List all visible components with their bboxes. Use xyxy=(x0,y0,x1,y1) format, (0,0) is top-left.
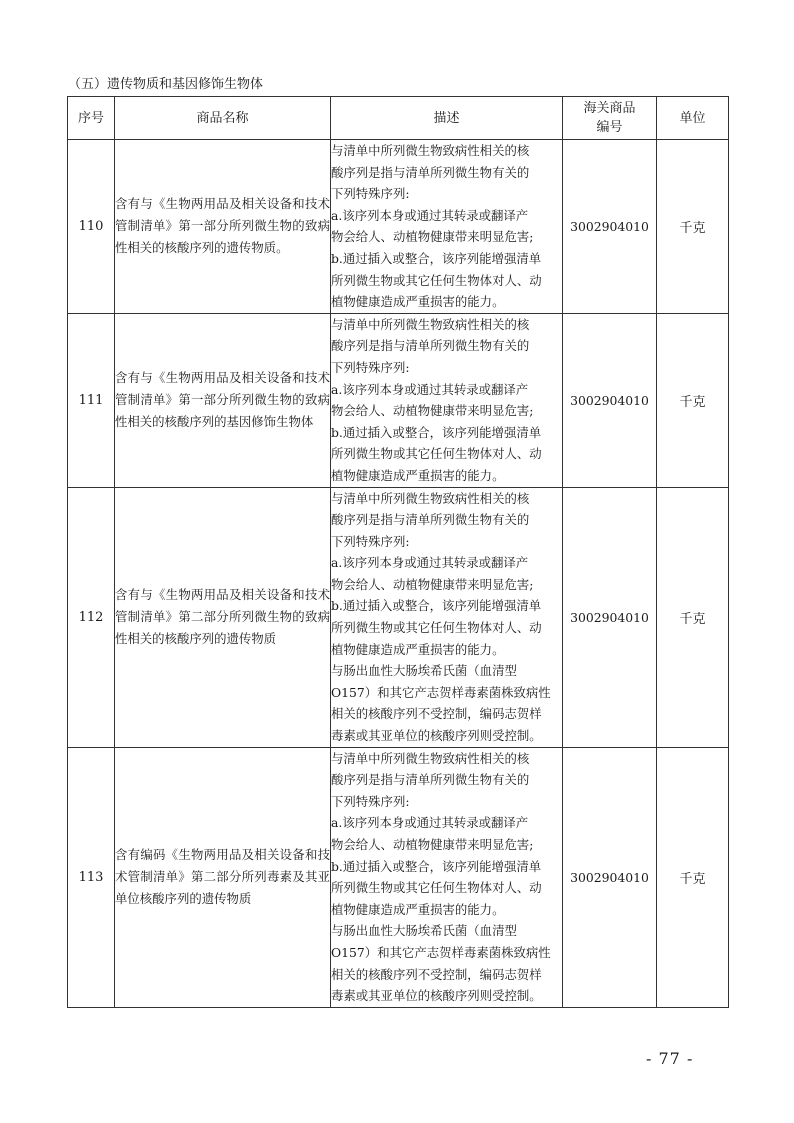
description-line: 酸序列是指与清单所列微生物有关的 xyxy=(331,338,530,354)
description-line: 所列微生物或其它任何生物体对人、动 xyxy=(331,446,542,462)
table-row xyxy=(68,140,729,314)
description-line: 物会给人、动植物健康带来明显危害; xyxy=(331,837,534,852)
description-line: b.通过插入或整合，该序列能增强清单 xyxy=(331,598,542,614)
description-line: 与肠出血性大肠埃希氏菌（血清型 xyxy=(331,663,517,679)
description-line: 毒素或其亚单位的核酸序列则受控制。 xyxy=(331,988,542,1004)
goods-name-cell: 含有与《生物两用品及相关设备和技术管制清单》第一部分所列微生物的致病性相关的核酸序列的基因修饰生物体 xyxy=(115,313,331,487)
description-line: 物会给人、动植物健康带来明显危害; xyxy=(331,576,534,592)
description-line: 与肠出血性大肠埃希氏菌（血清型 xyxy=(331,923,517,939)
description-line: 与清单中所列微生物致病性相关的核 xyxy=(331,316,530,332)
unit-cell: 千克 xyxy=(657,487,729,747)
description-line: a.该序列本身或通过其转录或翻译产 xyxy=(331,555,529,571)
description-line: 酸序列是指与清单所列微生物有关的 xyxy=(331,512,530,528)
description-line: 物会给人、动植物健康带来明显危害; xyxy=(331,229,534,245)
description-cell xyxy=(331,313,563,487)
table-row xyxy=(68,313,729,487)
description-line: 所列微生物或其它任何生物体对人、动 xyxy=(331,880,542,896)
description-line: 相关的核酸序列不受控制，编码志贺样 xyxy=(331,706,542,722)
header-goods-name: 商品名称 xyxy=(115,97,331,140)
description-line: 与清单中所列微生物致病性相关的核 xyxy=(331,143,530,158)
table-row xyxy=(68,487,729,747)
description-line: 相关的核酸序列不受控制，编码志贺样 xyxy=(331,966,542,982)
description-line: b.通过插入或整合，该序列能增强清单 xyxy=(331,424,542,440)
customs-code-cell: 3002904010 xyxy=(563,487,657,747)
description-cell xyxy=(331,487,563,747)
description-line: 下列特殊序列: xyxy=(331,793,410,809)
description-line: 植物健康造成严重损害的能力。 xyxy=(331,294,505,310)
description-line: 下列特殊序列: xyxy=(331,359,410,375)
goods-table xyxy=(67,96,729,1008)
description-line: 植物健康造成严重损害的能力。 xyxy=(331,467,505,483)
serial-number-cell: 111 xyxy=(68,313,115,487)
description-line: b.通过插入或整合，该序列能增强清单 xyxy=(331,858,542,874)
unit-cell: 千克 xyxy=(657,747,729,1007)
description-line: b.通过插入或整合，该序列能增强清单 xyxy=(331,250,542,266)
description-line: 下列特殊序列: xyxy=(331,186,410,202)
customs-code-cell: 3002904010 xyxy=(563,747,657,1007)
page-number: - 77 - xyxy=(646,1049,694,1068)
description-cell xyxy=(331,747,563,1007)
description-line: O157）和其它产志贺样毒素菌株致病性 xyxy=(331,684,551,700)
description-line: 所列微生物或其它任何生物体对人、动 xyxy=(331,620,542,636)
description-line: a.该序列本身或通过其转录或翻译产 xyxy=(331,207,529,223)
table-header-row xyxy=(68,97,729,140)
description-line: 植物健康造成严重损害的能力。 xyxy=(331,901,505,917)
serial-number-cell: 113 xyxy=(68,747,115,1007)
description-cell xyxy=(331,140,563,314)
header-customs-code xyxy=(563,97,657,140)
serial-number-cell: 110 xyxy=(68,140,115,314)
description-line: 与清单中所列微生物致病性相关的核 xyxy=(331,490,530,506)
section-title: （五）遗传物质和基因修饰生物体 xyxy=(68,77,264,92)
unit-cell: 千克 xyxy=(657,313,729,487)
header-unit: 单位 xyxy=(657,97,729,140)
description-line: 毒素或其亚单位的核酸序列则受控制。 xyxy=(331,728,542,744)
serial-number-cell: 112 xyxy=(68,487,115,747)
description-line: O157）和其它产志贺样毒素菌株致病性 xyxy=(331,944,551,960)
goods-name-cell: 含有与《生物两用品及相关设备和技术管制清单》第二部分所列微生物的致病性相关的核酸序列的遗传物质 xyxy=(115,487,331,747)
header-description: 描述 xyxy=(331,97,563,140)
customs-code-cell: 3002904010 xyxy=(563,140,657,314)
description-line: 酸序列是指与清单所列微生物有关的 xyxy=(331,772,530,788)
description-line: 酸序列是指与清单所列微生物有关的 xyxy=(331,164,530,180)
goods-name-cell: 含有编码《生物两用品及相关设备和技术管制清单》第二部分所列毒素及其亚单位核酸序列的遗传物质 xyxy=(115,747,331,1007)
header-serial-number: 序号 xyxy=(68,97,115,140)
table-row xyxy=(68,747,729,1007)
description-line: a.该序列本身或通过其转录或翻译产 xyxy=(331,815,529,831)
header-customs-code-line1: 海关商品 xyxy=(583,101,636,116)
description-line: 所列微生物或其它任何生物体对人、动 xyxy=(331,272,542,288)
customs-code-cell: 3002904010 xyxy=(563,313,657,487)
description-line: 植物健康造成严重损害的能力。 xyxy=(331,641,505,657)
goods-name-cell: 含有与《生物两用品及相关设备和技术管制清单》第一部分所列微生物的致病性相关的核酸序列的遗传物质。 xyxy=(115,140,331,314)
description-line: a.该序列本身或通过其转录或翻译产 xyxy=(331,381,529,397)
description-line: 下列特殊序列: xyxy=(331,533,410,549)
table-body xyxy=(68,140,729,1008)
header-customs-code-line2: 编号 xyxy=(596,120,623,135)
description-line: 与清单中所列微生物致病性相关的核 xyxy=(331,750,530,766)
description-line: 物会给人、动植物健康带来明显危害; xyxy=(331,403,534,419)
unit-cell: 千克 xyxy=(657,140,729,314)
